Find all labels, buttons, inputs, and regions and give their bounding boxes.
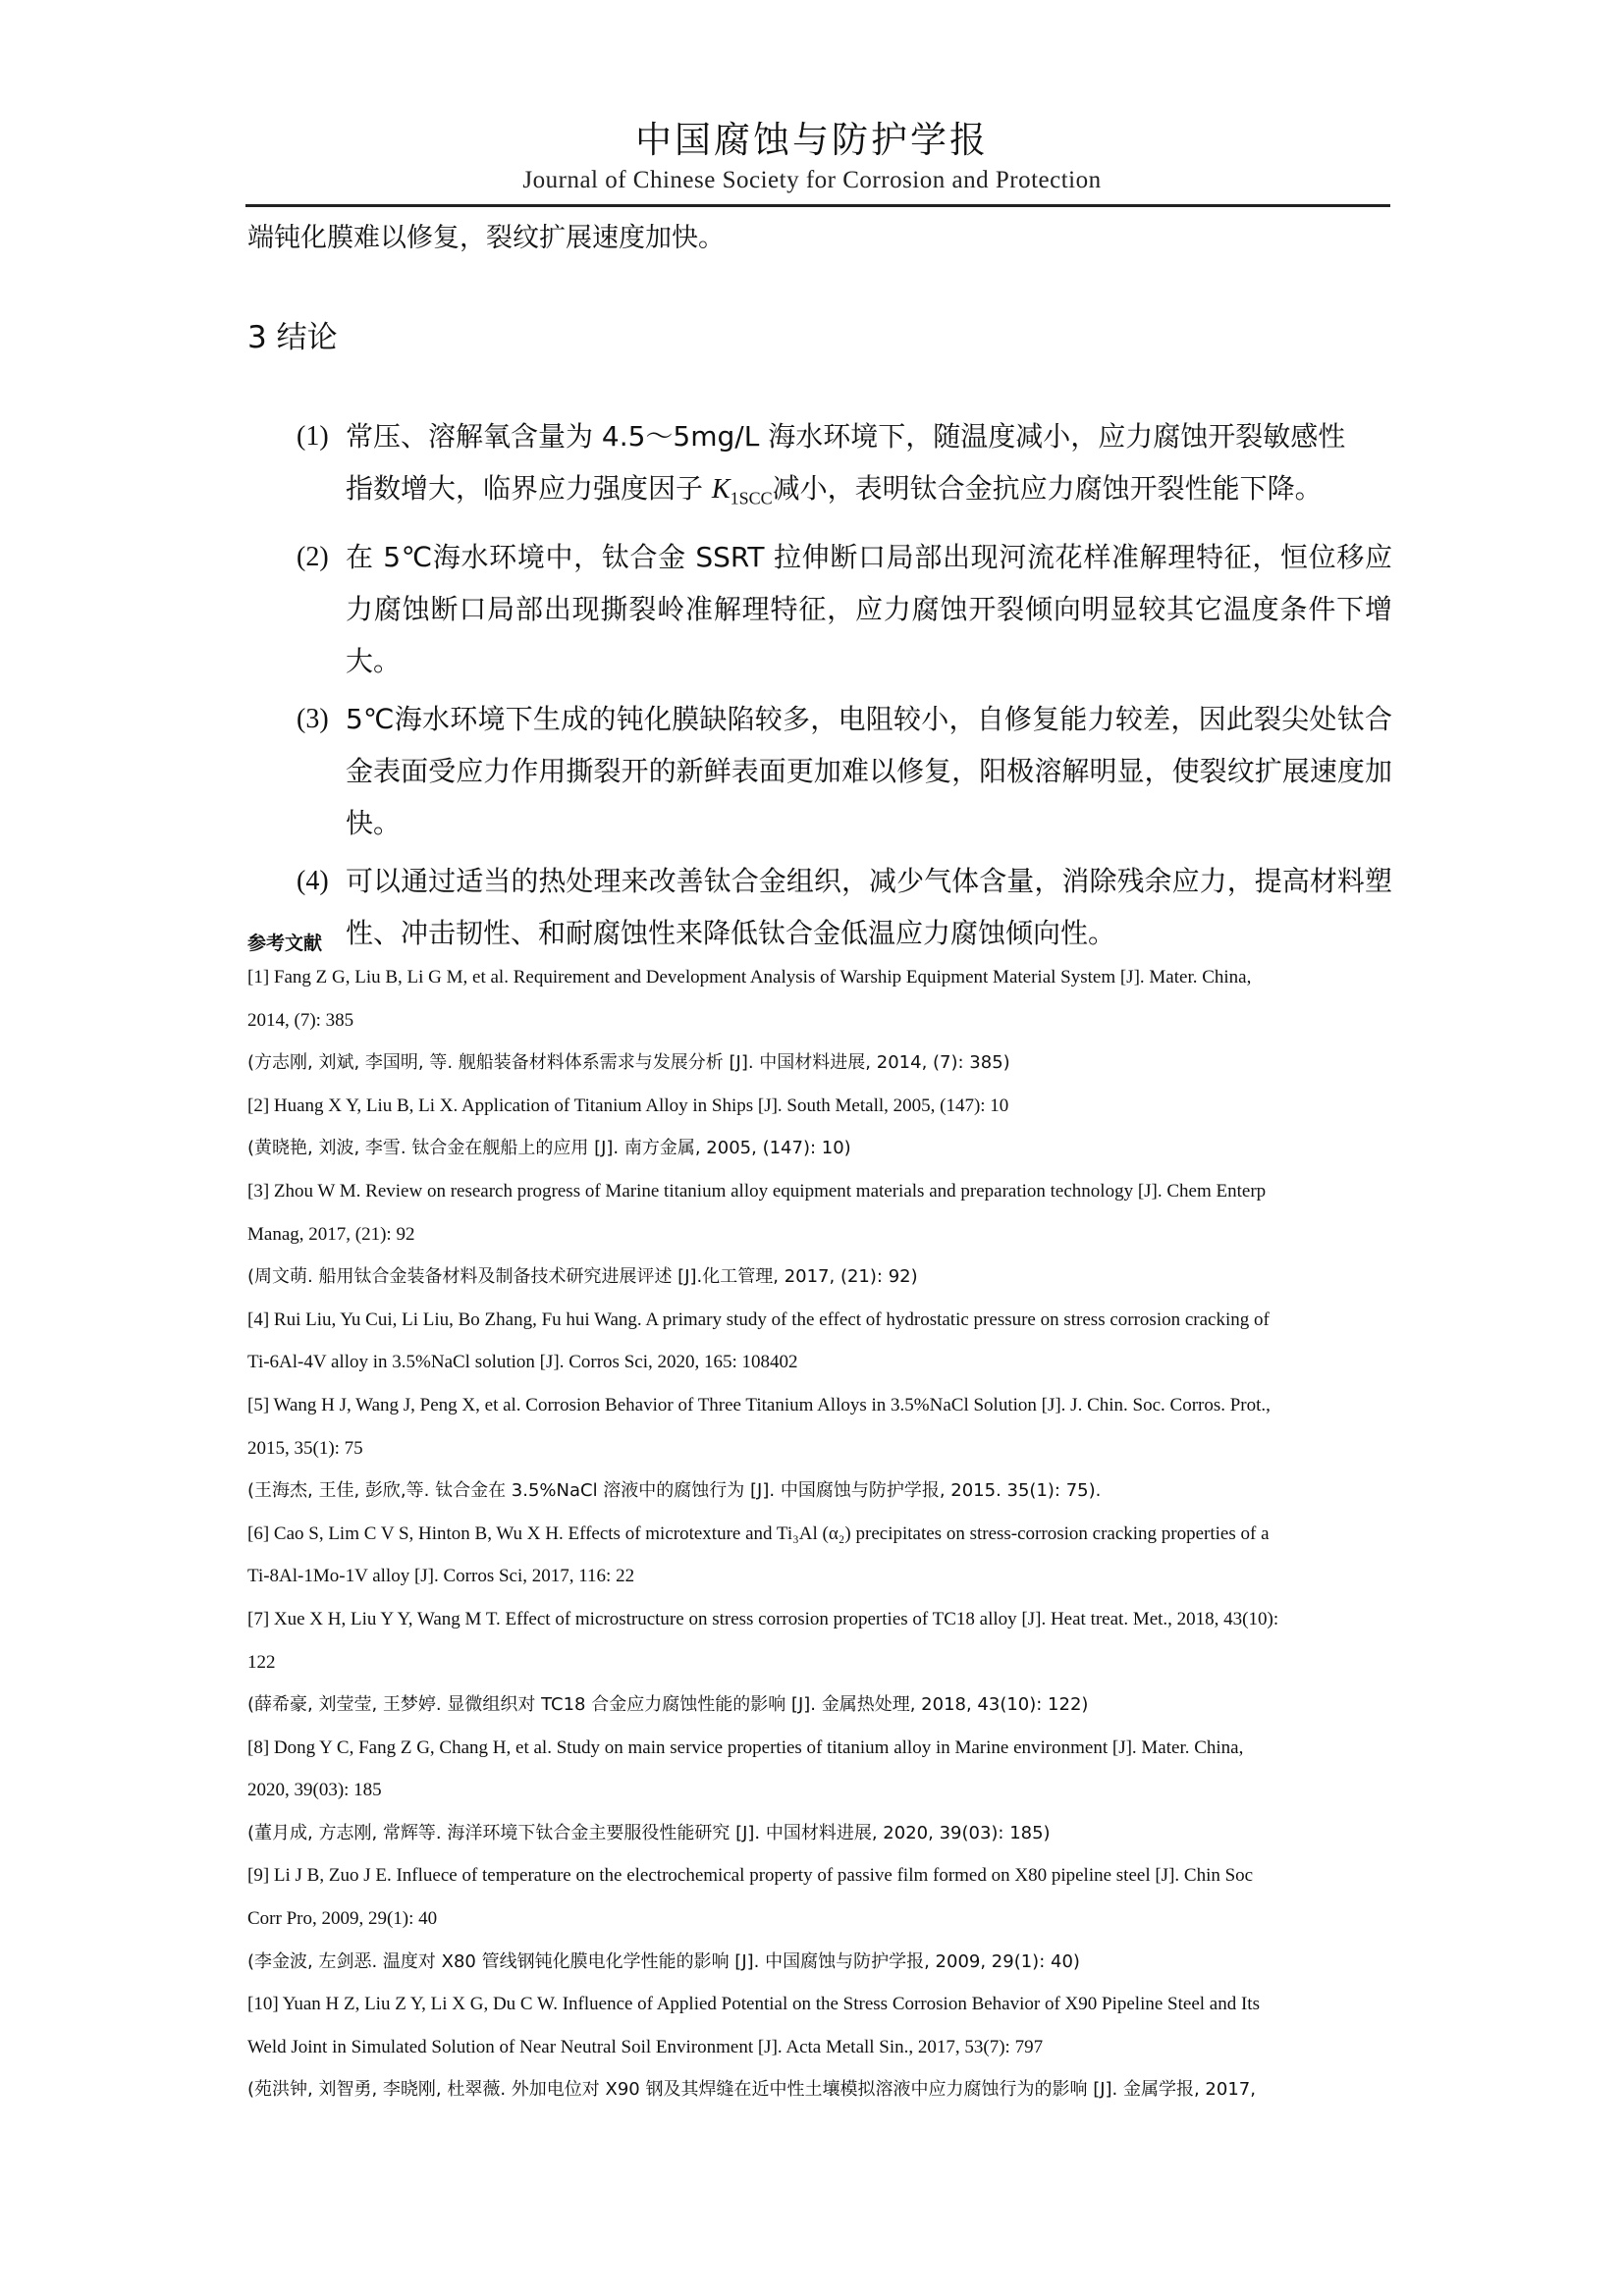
reference-line: (周文萌. 船用钛合金装备材料及制备技术研究进展评述 [J].化工管理, 2017, (21): 92) [247, 1266, 918, 1288]
reference-line: 122 [247, 1651, 276, 1673]
references-list [247, 967, 1392, 2122]
reference-line: [2] Huang X Y, Liu B, Li X. Application of Titanium Alloy in Ships [J]. South Metall, 2005, (147): 10 [247, 1095, 1009, 1116]
reference-line: 2014, (7): 385 [247, 1009, 354, 1031]
reference-line: [8] Dong Y C, Fang Z G, Chang H, et al. Study on main service properties of titanium alloy in Marine environment [J]. Mater. China, [247, 1736, 1244, 1758]
reference-line: (黄晓艳, 刘波, 李雪. 钛合金在舰船上的应用 [J]. 南方金属, 2005, (147): 10) [247, 1138, 851, 1159]
reference-line: [9] Li J B, Zuo J E. Influece of temperature on the electrochemical property of passive film formed on X80 pipeline steel [J]. Chin Soc [247, 1865, 1254, 1887]
reference-line: (苑洪钟, 刘智勇, 李晓刚, 杜翠薇. 外加电位对 X90 钢及其焊缝在近中性土壤模拟溶液中应力腐蚀行为的影响 [J]. 金属学报, 2017, [247, 2079, 1256, 2101]
continuation-text: 端钝化膜难以修复，裂纹扩展速度加快。 [247, 223, 725, 253]
conclusion-text-line2: 指数增大，临界应力强度因子 [346, 472, 712, 505]
reference-line: (薛希豪, 刘莹莹, 王梦婷. 显微组织对 TC18 合金应力腐蚀性能的影响 [J]. 金属热处理, 2018, 43(10): 122) [247, 1694, 1089, 1716]
journal-title-en: Journal of Chinese Society for Corrosion and Protection [522, 167, 1102, 193]
reference-line: Weld Joint in Simulated Solution of Near Neutral Soil Environment [J]. Acta Metall Sin., 2017, 53(7): 797 [247, 2036, 1044, 2057]
conclusion-text-line2-end: 减小，表明钛合金抗应力腐蚀开裂性能下降。 [772, 472, 1323, 505]
reference-line: [1] Fang Z G, Liu B, Li G M, et al. Requirement and Development Analysis of Warship Equipment Material System [J]. Mater. China, [247, 967, 1252, 988]
conclusion-number: (3) [297, 703, 329, 734]
conclusion-item [297, 855, 1392, 959]
reference-line: [6] Cao S, Lim C V S, Hinton B, Wu X H. Effects of microtexture and Ti₃Al (α₂) precipitates on stress-corrosion cracking properties of a [247, 1522, 1270, 1544]
reference-line: (王海杰, 王佳, 彭欣,等. 钛合金在 3.5%NaCl 溶液中的腐蚀行为 [J]. 中国腐蚀与防护学报, 2015. 35(1): 75). [247, 1480, 1102, 1502]
reference-line: Corr Pro, 2009, 29(1): 40 [247, 1908, 438, 1930]
k-symbol: K [711, 474, 731, 505]
references-heading: 参考文献 [247, 933, 323, 954]
journal-title-zh: 中国腐蚀与防护学报 [635, 119, 989, 161]
k-subscript: 1SCC [730, 488, 773, 508]
conclusions-list [297, 410, 1392, 965]
reference-line: (董月成, 方志刚, 常辉等. 海洋环境下钛合金主要服役性能研究 [J]. 中国材料进展, 2020, 39(03): 185) [247, 1822, 1051, 1843]
reference-line: 2020, 39(03): 185 [247, 1780, 382, 1801]
reference-line: [10] Yuan H Z, Liu Z Y, Li X G, Du C W. Influence of Applied Potential on the Stress Corrosion Behavior of X90 Pipeline Steel and Its [247, 1994, 1260, 2015]
header-divider [245, 204, 1390, 207]
reference-line: [7] Xue X H, Liu Y Y, Wang M T. Effect of microstructure on stress corrosion properties of TC18 alloy [J]. Heat treat. Met., 2018, 43(10): [247, 1608, 1279, 1629]
reference-line: [4] Rui Liu, Yu Cui, Li Liu, Bo Zhang, Fu hui Wang. A primary study of the effect of hydrostatic pressure on stress corrosion cracking of [247, 1308, 1270, 1330]
reference-line: [3] Zhou W M. Review on research progress of Marine titanium alloy equipment materials and preparation technology [J]. Chem Enterp [247, 1180, 1267, 1201]
section-heading-conclusions: 3 结论 [247, 320, 338, 355]
conclusion-text: 5℃海水环境下生成的钝化膜缺陷较多，电阻较小，自修复能力较差，因此裂尖处钛合金表面受应力作用撕裂开的新鲜表面更加难以修复，阳极溶解明显，使裂纹扩展速度加快。 [346, 702, 1392, 839]
reference-line: Manag, 2017, (21): 92 [247, 1223, 415, 1245]
reference-line: (方志刚, 刘斌, 李国明, 等. 舰船装备材料体系需求与发展分析 [J]. 中国材料进展, 2014, (7): 385) [247, 1052, 1010, 1074]
conclusion-item [297, 531, 1392, 687]
reference-line: Ti-6Al-4V alloy in 3.5%NaCl solution [J]. Corros Sci, 2020, 165: 108402 [247, 1352, 798, 1373]
reference-line: [5] Wang H J, Wang J, Peng X, et al. Corrosion Behavior of Three Titanium Alloys in 3.5%NaCl Solution [J]. J. Chin. Soc. Corros. Prot., [247, 1394, 1271, 1415]
reference-line: 2015, 35(1): 75 [247, 1437, 363, 1459]
conclusion-item [297, 410, 1392, 525]
conclusion-number: (2) [297, 541, 329, 572]
conclusion-item [297, 693, 1392, 849]
conclusion-number: (4) [297, 865, 329, 896]
conclusion-text: 在 5℃海水环境中，钛合金 SSRT 拉伸断口局部出现河流花样准解理特征，恒位移应力腐蚀断口局部出现撕裂岭准解理特征，应力腐蚀开裂倾向明显较其它温度条件下增大。 [346, 540, 1392, 677]
conclusion-number: (1) [297, 421, 329, 452]
reference-line: Ti-8Al-1Mo-1V alloy [J]. Corros Sci, 2017, 116: 22 [247, 1566, 635, 1587]
conclusion-text: 可以通过适当的热处理来改善钛合金组织，减少气体含量，消除残余应力，提高材料塑性、冲击韧性、和耐腐蚀性来降低钛合金低温应力腐蚀倾向性。 [346, 864, 1392, 949]
reference-line: (李金波, 左剑恶. 温度对 X80 管线钢钝化膜电化学性能的影响 [J]. 中国腐蚀与防护学报, 2009, 29(1): 40) [247, 1950, 1080, 1972]
conclusion-text-line1: 常压、溶解氧含量为 4.5～5mg/L 海水环境下，随温度减小，应力腐蚀开裂敏感性 [346, 420, 1346, 453]
